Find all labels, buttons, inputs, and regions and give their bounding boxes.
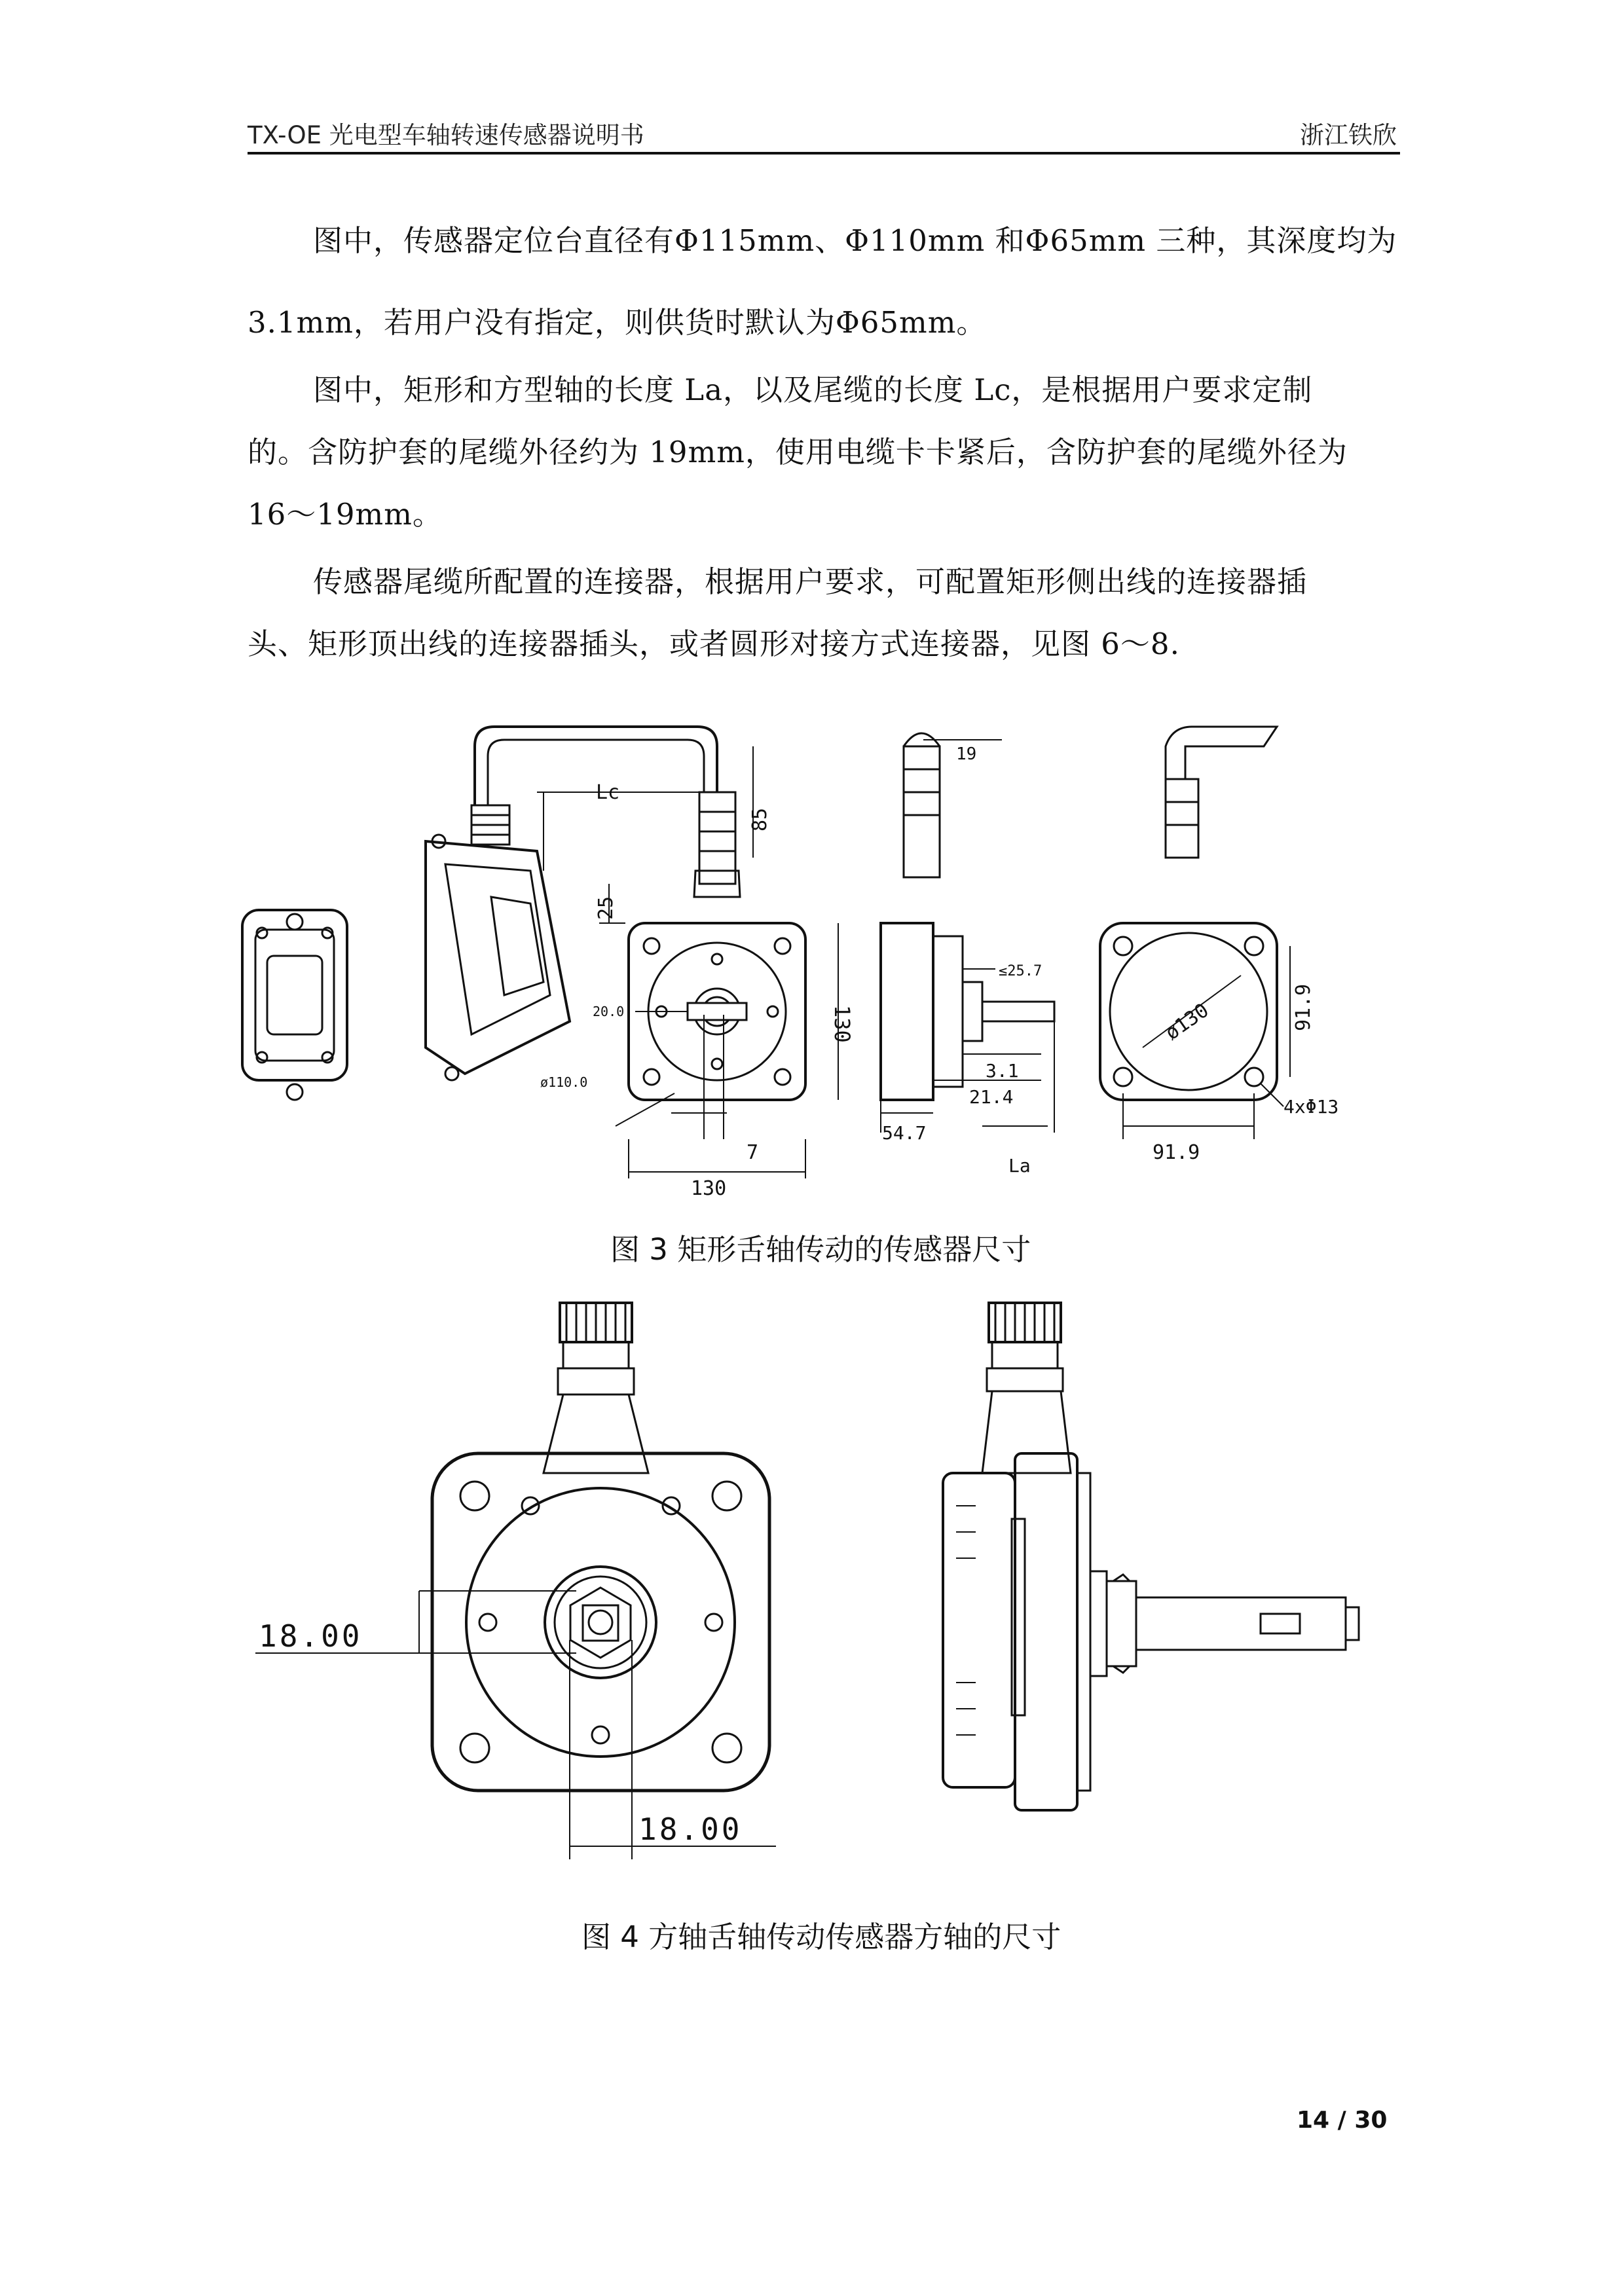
sensor-front-flange — [466, 1488, 735, 1757]
dim-25: 25 — [595, 896, 618, 920]
header-rule — [248, 152, 1400, 155]
body-text — [248, 210, 1400, 675]
figure-3-drawing — [229, 707, 1408, 1205]
page-number: 14 / 30 — [1297, 2107, 1388, 2134]
dim-18-horizontal: 18.00 — [259, 1618, 363, 1654]
dim-21-4: 21.4 — [969, 1086, 1014, 1108]
paragraph-1-line-2: 3.1mm，若用户没有指定，则供货时默认为Φ65mm。 — [248, 305, 987, 340]
paragraph-3-line-1: 传感器尾缆所配置的连接器，根据用户要求，可配置矩形侧出线的连接器插 — [313, 564, 1308, 599]
dim-85: 85 — [748, 807, 771, 831]
sensor-side-gland — [904, 746, 940, 877]
dim-holes: 4xΦ13 — [1283, 1096, 1339, 1118]
figure-4-caption: 图 4 方轴舌轴传动传感器方轴的尺寸 — [581, 1920, 1061, 1954]
sensor-side-body — [881, 923, 933, 1100]
dim-130-circle: ø130 — [1161, 998, 1213, 1045]
sensor-front-body — [432, 1453, 769, 1791]
dim-110: ø110.0 — [540, 1074, 588, 1090]
dim-91-9-horizontal: 91.9 — [1153, 1141, 1200, 1164]
dim-130-vertical: 130 — [830, 1005, 855, 1043]
dim-lc: Lc — [596, 781, 620, 804]
dim-20: 20.0 — [593, 1004, 625, 1019]
dim-54-7: 54.7 — [882, 1122, 927, 1144]
dim-3-1: 3.1 — [986, 1060, 1019, 1082]
paragraph-1-line-1: 图中，传感器定位台直径有Φ115mm、Φ110mm 和Φ65mm 三种，其深度均为 — [313, 223, 1397, 258]
dim-91-9-vertical: 91.9 — [1292, 983, 1315, 1031]
dim-7: 7 — [747, 1141, 759, 1164]
figure-4-drawing — [242, 1283, 1395, 1872]
sensor-side-body — [943, 1473, 1015, 1787]
dim-19: 19 — [956, 744, 977, 764]
figure-3-caption: 图 3 矩形舌轴传动的传感器尺寸 — [610, 1232, 1031, 1267]
header-title: TX-OE 光电型车轴转速传感器说明书 — [248, 121, 644, 149]
header-company: 浙江铁欣 — [1300, 121, 1397, 149]
dim-25-7: ≤25.7 — [999, 963, 1043, 979]
dim-130-horizontal: 130 — [691, 1177, 727, 1200]
paragraph-2-line-3: 16～19mm。 — [248, 497, 443, 532]
paragraph-2-line-2: 的。含防护套的尾缆外径约为 19mm，使用电缆卡卡紧后，含防护套的尾缆外径为 — [248, 435, 1348, 469]
square-shaft — [1136, 1597, 1346, 1650]
paragraph-2-line-1: 图中，矩形和方型轴的长度 La，以及尾缆的长度 Lc，是根据用户要求定制 — [313, 373, 1313, 407]
paragraph-3-line-2: 头、矩形顶出线的连接器插头，或者圆形对接方式连接器，见图 6～8. — [248, 627, 1180, 661]
dim-la: La — [1008, 1155, 1031, 1176]
sensor-top-cable — [1166, 727, 1277, 779]
dim-18-vertical: 18.00 — [638, 1812, 743, 1847]
